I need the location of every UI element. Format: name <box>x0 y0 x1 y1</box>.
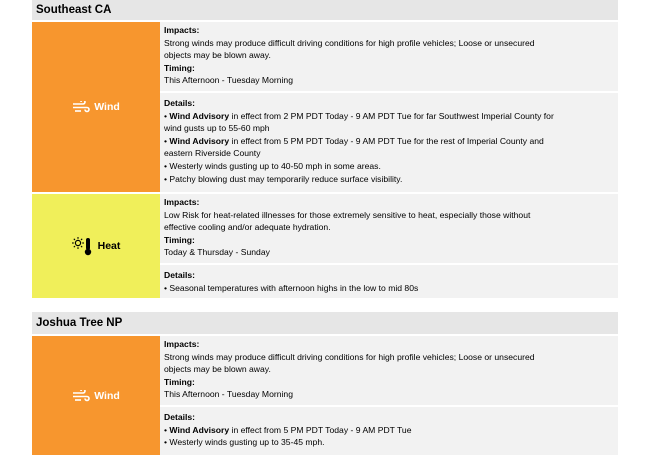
wind-icon <box>72 390 90 402</box>
hazard-label-wind <box>32 336 160 455</box>
timing-label: Timing: <box>164 62 195 73</box>
hazard-block-wind-joshua-tree <box>32 336 618 455</box>
impacts-text: Strong winds may produce difficult driving conditions for high profile vehicles; Loose or unsecured <box>164 37 535 48</box>
region-header-joshua-tree <box>32 312 618 334</box>
impacts-text: Strong winds may produce difficult driving conditions for high profile vehicles; Loose or unsecured <box>164 351 535 362</box>
hazard-type: Heat <box>97 240 121 252</box>
hazard-content <box>160 22 618 192</box>
detail-item-cont: eastern Riverside County <box>164 148 261 159</box>
impacts-label: Impacts: <box>164 25 200 35</box>
hazard-type: Wind <box>94 101 120 113</box>
impacts-label: Impacts: <box>164 339 200 349</box>
wind-icon <box>72 101 90 113</box>
thermometer-sun-icon <box>72 236 94 256</box>
hazard-content <box>160 336 618 455</box>
timing-text: Today & Thursday - Sunday <box>164 247 270 258</box>
detail-item: • Westerly winds gusting up to 35-45 mph. <box>164 437 325 448</box>
hazard-block-wind-southeast <box>32 22 618 192</box>
hazard-label-wind <box>32 22 160 192</box>
hazard-content <box>160 194 618 298</box>
hazard-block-heat-southeast <box>32 194 618 298</box>
detail-item: • Westerly winds gusting up to 40-50 mph in some areas. <box>164 160 381 171</box>
region-header-southeast-ca <box>32 0 618 20</box>
region-title: Southeast CA <box>36 4 112 16</box>
timing-text: This Afternoon - Tuesday Morning <box>164 389 293 400</box>
impacts-text: objects may be blown away. <box>164 364 271 375</box>
impacts-text: objects may be blown away. <box>164 50 271 61</box>
details-label: Details: <box>164 411 196 422</box>
detail-item-cont: wind gusts up to 55-60 mph <box>164 123 270 134</box>
detail-item: • Wind Advisory in effect from 2 PM PDT Today - 9 AM PDT Tue for far Southwest Imperial County for <box>164 110 554 121</box>
detail-item: • Patchy blowing dust may temporarily reduce surface visibility. <box>164 173 403 184</box>
impacts-text: effective cooling and/or adequate hydration. <box>164 222 331 233</box>
detail-item: • Wind Advisory in effect from 5 PM PDT Today - 9 AM PDT Tue <box>164 424 412 435</box>
detail-item: • Wind Advisory in effect from 5 PM PDT Today - 9 AM PDT Tue for the rest of Imperial County and <box>164 135 544 146</box>
timing-label: Timing: <box>164 234 195 245</box>
hazard-label-heat <box>32 194 160 298</box>
impacts-text: Low Risk for heat-related illnesses for those extremely sensitive to heat, especially those without <box>164 209 531 220</box>
timing-label: Timing: <box>164 376 195 387</box>
detail-item: • Seasonal temperatures with afternoon highs in the low to mid 80s <box>164 282 419 293</box>
timing-text: This Afternoon - Tuesday Morning <box>164 75 293 86</box>
hazard-type: Wind <box>94 389 120 402</box>
details-label: Details: <box>164 97 196 108</box>
region-title: Joshua Tree NP <box>36 317 123 329</box>
impacts-label: Impacts: <box>164 197 200 207</box>
details-label: Details: <box>164 269 196 280</box>
